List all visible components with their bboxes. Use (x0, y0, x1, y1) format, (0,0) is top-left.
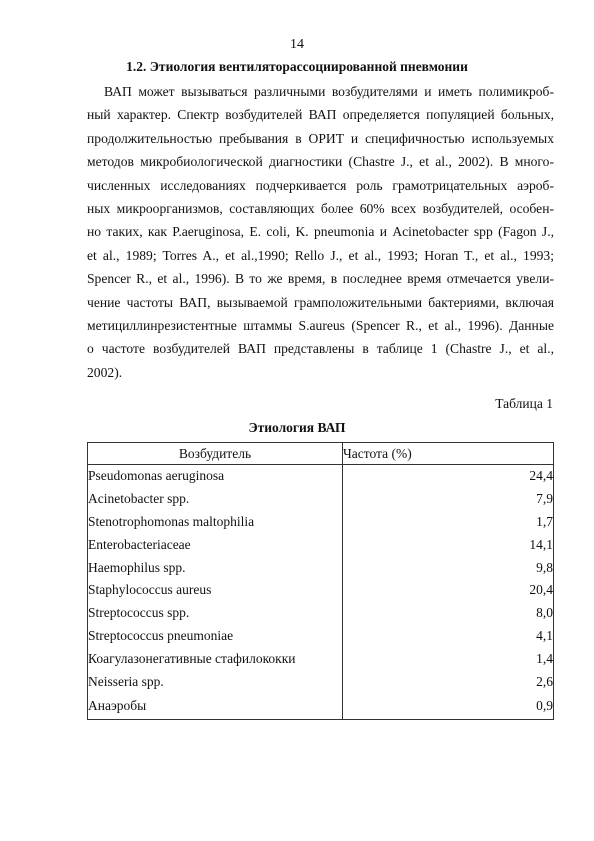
body-paragraph (87, 80, 554, 384)
frequency-cell: 2,6 (343, 670, 554, 693)
frequency-cell: 20,4 (343, 579, 554, 602)
pathogen-cell: Haemophilus spp. (88, 556, 343, 579)
paragraph-line: методов микробиологической диагностики (Chastre J., et al., 2002). В много- (87, 154, 554, 170)
pathogen-cell: Neisseria spp. (88, 670, 343, 693)
frequency-cell: 14,1 (343, 533, 554, 556)
paragraph-line: но таких, как P.aeruginosa, E. coli, K. pneumonia и Acinetobacter spp (Fagon J., (87, 224, 554, 240)
paragraph-line: чение частоты ВАП, вызываемой грамположительными бактериями, включая (87, 294, 554, 310)
column-header-pathogen: Возбудитель (88, 443, 343, 465)
etiology-table (87, 442, 554, 720)
frequency-cell: 7,9 (343, 488, 554, 511)
pathogen-cell: Pseudomonas aeruginosa (88, 465, 343, 488)
frequency-cell: 1,7 (343, 511, 554, 534)
frequency-cell: 4,1 (343, 625, 554, 648)
pathogen-cell: Acinetobacter spp. (88, 488, 343, 511)
table-row (88, 625, 554, 648)
frequency-cell: 1,4 (343, 647, 554, 670)
table-row (88, 533, 554, 556)
frequency-cell: 24,4 (343, 465, 554, 488)
paragraph-line: численных исследованиях подчеркивается роль грамотрицательных аэроб- (87, 177, 554, 193)
table-caption: Таблица 1 (495, 396, 553, 411)
table-row (88, 693, 554, 720)
frequency-cell: 9,8 (343, 556, 554, 579)
pathogen-cell: Stenotrophomonas maltophilia (88, 511, 343, 534)
pathogen-cell: Enterobacteriaceae (88, 533, 343, 556)
table-row (88, 511, 554, 534)
paragraph-line: Spencer R., et al., 1996). В то же время, в последнее время отмечается увели- (87, 271, 554, 287)
page-number: 14 (290, 37, 304, 52)
pathogen-cell: Streptococcus spp. (88, 602, 343, 625)
column-header-frequency: Частота (%) (343, 443, 554, 465)
table-row (88, 488, 554, 511)
paragraph-line: метициллинрезистентные штаммы S.aureus (Spencer R., et al., 1996). Данные (87, 318, 554, 334)
paragraph-line: et al., 1989; Torres A., et al.,1990; Rello J., et al., 1993; Horan T., et al., 1993; (87, 247, 554, 263)
frequency-cell: 0,9 (343, 693, 554, 720)
table-row (88, 647, 554, 670)
paragraph-line: ВАП может вызываться различными возбудителями и иметь полимикроб- (104, 84, 554, 99)
table-header-row (88, 443, 554, 465)
paragraph-line: продолжительностью пребывания в ОРИТ и специфичностью используемых (87, 130, 554, 146)
paragraph-line: ных микроорганизмов, составляющих более 60% всех возбудителей, особен- (87, 201, 554, 217)
frequency-cell: 8,0 (343, 602, 554, 625)
paragraph-line: ный характер. Спектр возбудителей ВАП определяется популяцией больных, (87, 107, 554, 123)
table-row (88, 670, 554, 693)
table-row (88, 465, 554, 488)
table-row (88, 556, 554, 579)
pathogen-cell: Анаэробы (88, 693, 343, 720)
paragraph-line: о частоте возбудителей ВАП представлены в таблице 1 (Chastre J., et al., (87, 341, 554, 357)
section-heading: 1.2. Этиология вентиляторассоциированной пневмонии (126, 59, 468, 74)
table-row (88, 579, 554, 602)
pathogen-cell: Коагулазонегативные стафилококки (88, 647, 343, 670)
table-row (88, 602, 554, 625)
pathogen-cell: Staphylococcus aureus (88, 579, 343, 602)
pathogen-cell: Streptococcus pneumoniae (88, 625, 343, 648)
table-title: Этиология ВАП (248, 420, 346, 435)
paragraph-line: 2002). (87, 364, 123, 380)
